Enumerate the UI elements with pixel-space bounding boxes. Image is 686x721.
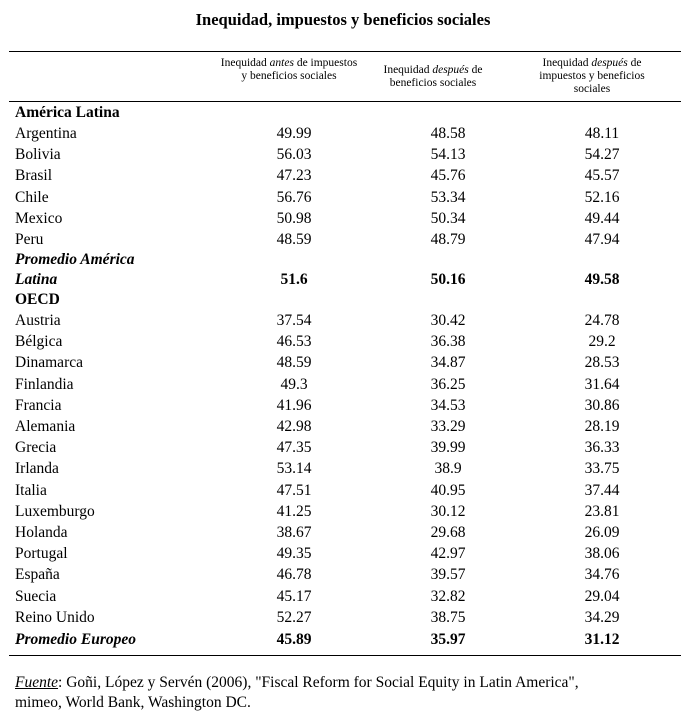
table-row: [15, 231, 681, 252]
table-row: [15, 125, 681, 146]
latam-average-label-line1: Promedio América: [15, 251, 135, 268]
value-antes: 37.54: [276, 312, 312, 329]
table-row: [15, 545, 681, 566]
value-despues-impuestos: 30.86: [584, 396, 620, 414]
table-row: [15, 503, 681, 524]
country-label: Holanda: [15, 524, 68, 541]
value-despues-beneficios: 40.95: [430, 481, 466, 499]
value-antes: 46.78: [276, 566, 312, 584]
source-line1: : Goñi, López y Servén (2006), "Fiscal Reform for Social Equity in Latin America",: [58, 674, 579, 691]
value-despues-beneficios: 45.76: [430, 167, 466, 185]
table-row: [15, 210, 681, 231]
value-antes: 46.53: [276, 333, 312, 351]
oecd-average-row: Promedio Europeo 45.89 35.97 31.12: [15, 631, 681, 652]
value-despues-beneficios: 39.57: [430, 566, 466, 584]
value-despues-impuestos: 29.04: [584, 587, 620, 605]
latam-average-antes: 51.6: [280, 271, 308, 288]
value-despues-impuestos: 28.53: [584, 354, 620, 372]
table-row: [15, 588, 681, 609]
column-header-despues-impuestos: Inequidad después de impuestos y beneficios sociales: [539, 57, 645, 95]
table-row: [15, 333, 681, 354]
value-despues-beneficios: 34.53: [430, 396, 466, 414]
value-despues-beneficios: 36.25: [430, 375, 466, 393]
country-label: Mexico: [15, 209, 63, 227]
country-label: Irlanda: [15, 460, 59, 478]
value-despues-impuestos: 26.09: [584, 524, 620, 541]
value-antes: 48.59: [276, 231, 312, 248]
table-row: [15, 167, 681, 188]
bottom-rule: [9, 655, 681, 656]
value-despues-beneficios: 39.99: [430, 439, 466, 457]
value-antes: 48.59: [276, 354, 312, 372]
country-label: Italia: [15, 481, 47, 499]
country-label: Dinamarca: [15, 354, 83, 372]
country-label: Bolivia: [15, 146, 61, 164]
value-antes: 56.03: [276, 146, 312, 164]
country-label: Argentina: [15, 125, 77, 142]
value-antes: 49.99: [276, 125, 312, 142]
value-antes: 47.35: [276, 439, 312, 457]
country-label: Grecia: [15, 439, 57, 457]
country-label: Chile: [15, 188, 49, 206]
country-label: Peru: [15, 231, 44, 248]
table-row: [15, 418, 681, 439]
country-label: España: [15, 566, 60, 584]
table-title: Inequidad, impuestos y beneficios sociales: [195, 10, 491, 29]
value-antes: 47.51: [276, 481, 312, 499]
latam-average-despues-impuestos: 49.58: [584, 271, 620, 288]
value-despues-beneficios: 48.58: [430, 125, 466, 142]
country-label: Reino Unido: [15, 608, 95, 626]
value-despues-beneficios: 38.75: [430, 608, 466, 626]
value-despues-beneficios: 33.29: [430, 418, 466, 435]
value-antes: 56.76: [276, 188, 312, 206]
column-header-despues-beneficios: Inequidad después de beneficios sociales: [383, 64, 483, 89]
value-despues-impuestos: 54.27: [584, 146, 620, 164]
table-row: [15, 189, 681, 210]
country-label: Portugal: [15, 545, 68, 563]
value-despues-beneficios: 50.34: [430, 209, 466, 227]
country-label: Austria: [15, 312, 61, 329]
value-antes: 42.98: [276, 418, 312, 435]
value-antes: 53.14: [276, 460, 312, 478]
table-row: [15, 566, 681, 587]
table-row: [15, 397, 681, 418]
country-label: Brasil: [15, 167, 53, 185]
value-despues-impuestos: 28.19: [584, 418, 620, 435]
oecd-average-antes: 45.89: [276, 631, 312, 648]
value-despues-beneficios: 32.82: [430, 587, 466, 605]
value-despues-beneficios: 30.42: [430, 312, 466, 329]
table-row: [15, 609, 681, 630]
latam-average-row: Latina 51.6 50.16 49.58: [15, 271, 681, 292]
value-despues-impuestos: 45.57: [584, 167, 620, 185]
value-despues-beneficios: 42.97: [430, 545, 466, 563]
value-antes: 50.98: [276, 209, 312, 227]
value-antes: 52.27: [276, 608, 312, 626]
value-antes: 41.96: [276, 396, 312, 414]
value-despues-impuestos: 48.11: [584, 125, 620, 142]
table-row: [15, 354, 681, 375]
value-despues-impuestos: 47.94: [584, 231, 620, 248]
source-line2: mimeo, World Bank, Washington DC.: [15, 694, 251, 711]
value-despues-beneficios: 53.34: [430, 188, 466, 206]
value-despues-beneficios: 34.87: [430, 354, 466, 372]
value-despues-beneficios: 48.79: [430, 231, 466, 248]
value-despues-impuestos: 37.44: [584, 481, 620, 499]
value-despues-impuestos: 23.81: [584, 502, 620, 520]
header-rule: [9, 101, 681, 102]
table-row: [15, 146, 681, 167]
value-antes: 38.67: [276, 524, 312, 541]
country-label: Alemania: [15, 418, 76, 435]
value-despues-impuestos: 52.16: [584, 188, 620, 206]
table-row: [15, 439, 681, 460]
value-despues-impuestos: 38.06: [584, 545, 620, 563]
section-heading-america-latina: América Latina: [15, 104, 120, 121]
value-antes: 49.35: [276, 545, 312, 563]
latam-average-despues-beneficios: 50.16: [430, 271, 466, 288]
country-label: Bélgica: [15, 333, 63, 351]
source-label: Fuente: [15, 674, 59, 691]
value-despues-impuestos: 33.75: [584, 460, 620, 478]
value-antes: 49.3: [280, 375, 308, 393]
country-label: Luxemburgo: [15, 502, 95, 520]
section-heading-oecd: OECD: [15, 291, 60, 308]
value-despues-impuestos: 24.78: [584, 312, 620, 329]
value-despues-beneficios: 36.38: [430, 333, 466, 351]
value-despues-impuestos: 36.33: [584, 439, 620, 457]
column-header-antes: Inequidad antes de impuestos y beneficios sociales: [220, 57, 358, 82]
value-antes: 47.23: [276, 167, 312, 185]
value-despues-impuestos: 49.44: [584, 209, 620, 227]
table-row: [15, 460, 681, 481]
country-label: Suecia: [15, 587, 57, 605]
value-despues-impuestos: 34.29: [584, 608, 620, 626]
country-label: Francia: [15, 396, 62, 414]
table-row: [15, 482, 681, 503]
value-antes: 41.25: [276, 502, 312, 520]
value-despues-beneficios: 54.13: [430, 146, 466, 164]
table-row: [15, 312, 681, 333]
table-row: [15, 524, 681, 545]
value-despues-impuestos: 34.76: [584, 566, 620, 584]
value-despues-beneficios: 38.9: [434, 460, 462, 478]
value-antes: 45.17: [276, 587, 312, 605]
value-despues-impuestos: 31.64: [584, 375, 620, 393]
value-despues-impuestos: 29.2: [588, 333, 616, 351]
source-note: [15, 673, 675, 713]
value-despues-beneficios: 30.12: [430, 502, 466, 520]
table-row: [15, 376, 681, 397]
country-label: Finlandia: [15, 375, 74, 393]
oecd-average-despues-impuestos: 31.12: [584, 631, 620, 648]
top-rule: [9, 51, 681, 52]
value-despues-beneficios: 29.68: [430, 524, 466, 541]
oecd-average-despues-beneficios: 35.97: [430, 631, 466, 648]
